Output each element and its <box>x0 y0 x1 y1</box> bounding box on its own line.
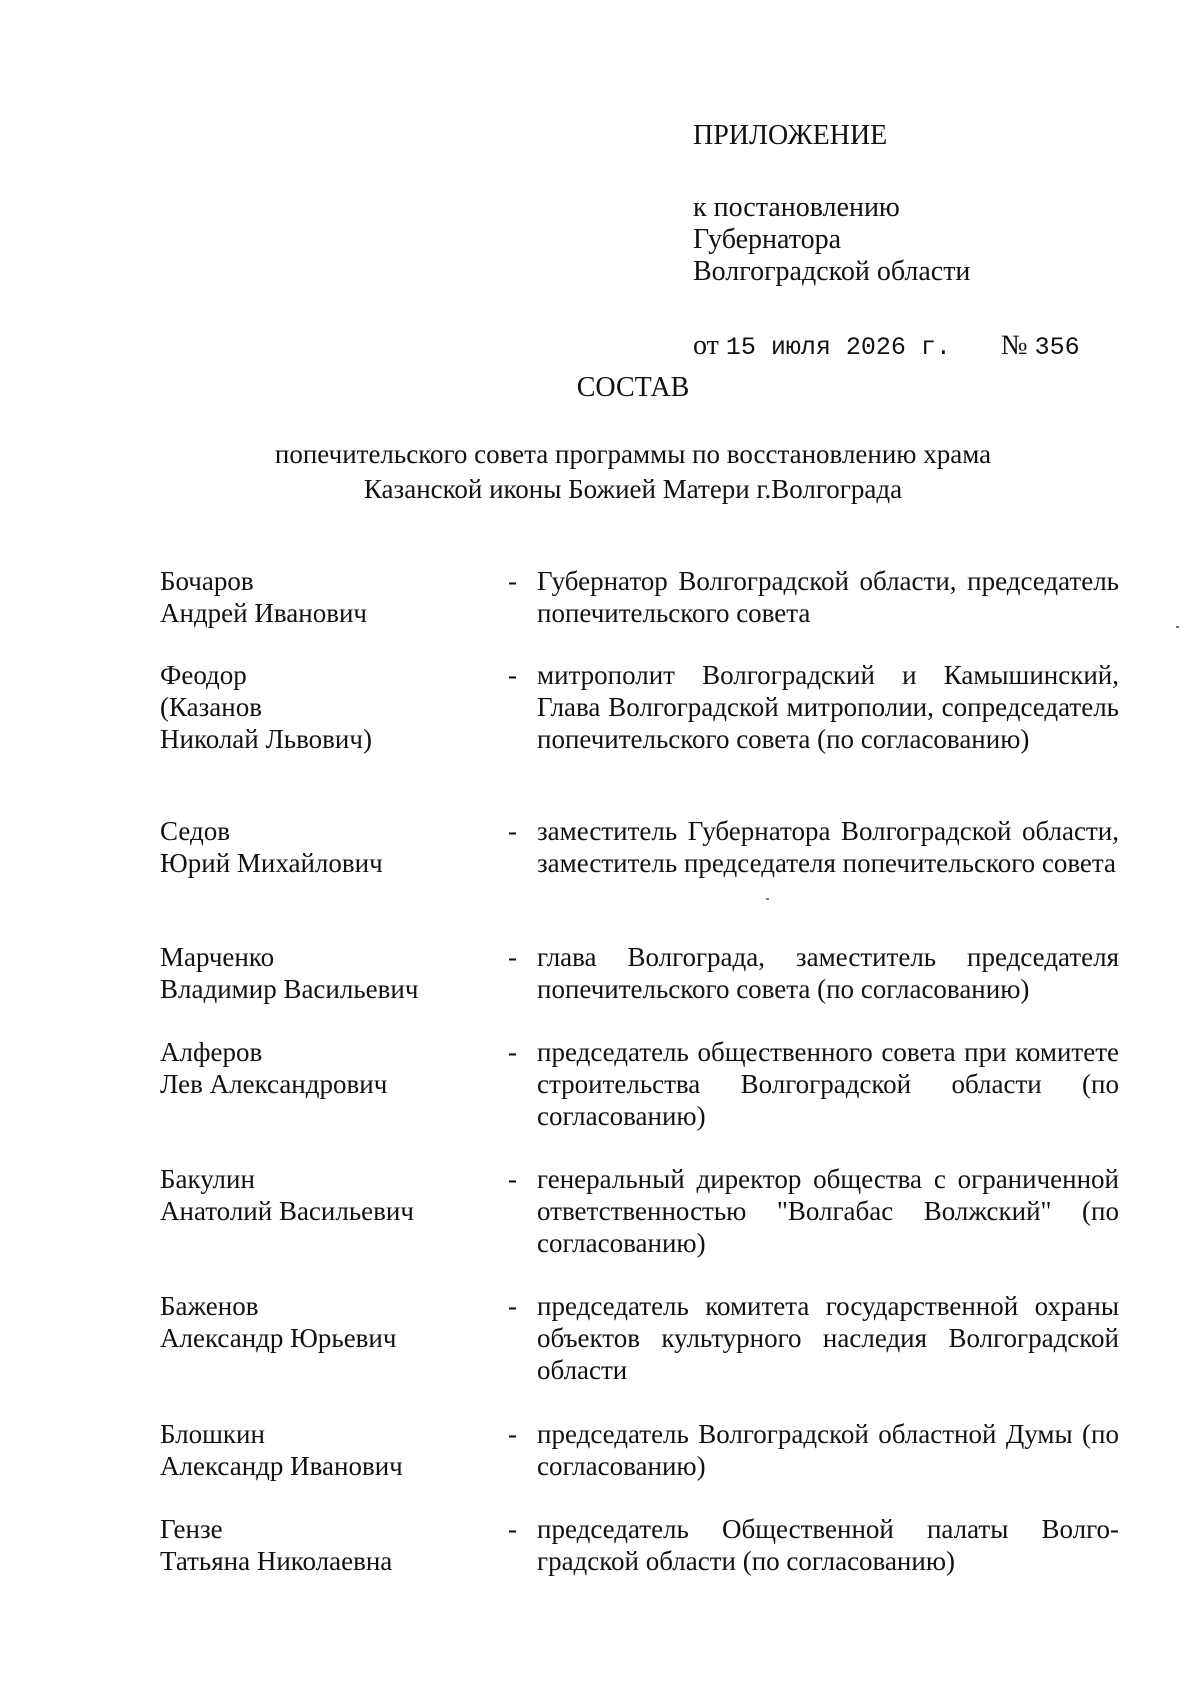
member-name <box>160 565 490 629</box>
appendix-line-1: к постановлению <box>693 192 900 223</box>
member-dash: - <box>508 1037 517 1067</box>
appendix-date-line <box>693 330 1080 364</box>
member-name-line: Юрий Михайлович <box>160 848 383 878</box>
member-name <box>160 941 490 1005</box>
member-name <box>160 1036 490 1100</box>
member-name-line: (Казанов <box>160 692 262 722</box>
member-name-line: Седов <box>160 816 230 846</box>
member-role: Губернатор Волгоградской области, председатель попечительского совета <box>537 566 1119 628</box>
member-dash: - <box>508 816 517 846</box>
member-name-line: Марченко <box>160 942 275 972</box>
member-name <box>160 659 490 755</box>
member-name-line: Татьяна Николаевна <box>160 1546 393 1576</box>
member-name-line: Алферов <box>160 1037 263 1067</box>
member-name-line: Бакулин <box>160 1164 255 1194</box>
subtitle-line-1: попечительского совета программы по восстановлению храма <box>274 439 992 469</box>
member-role: заместитель Губернатора Волгоградской области, заместитель председателя попечительского совета <box>537 816 1119 878</box>
member-name-line: Александр Юрьевич <box>160 1323 397 1353</box>
member-role: митрополит Волгоградский и Камышинский, Глава Волгоградской митрополии, сопредседатель попечительского совета (по согласованию) <box>537 660 1119 754</box>
member-dash: - <box>508 1514 517 1544</box>
member-name <box>160 1163 490 1227</box>
member-name-line: Владимир Васильевич <box>160 974 419 1004</box>
member-dash: - <box>508 942 517 972</box>
number-value: 356 <box>1034 333 1080 362</box>
member-name <box>160 1418 490 1482</box>
member-name <box>160 1513 490 1577</box>
member-name-line: Бочаров <box>160 566 254 596</box>
member-name-line: Анатолий Васильевич <box>160 1196 414 1226</box>
member-name-line: Андрей Иванович <box>160 598 367 628</box>
member-dash: - <box>508 660 517 690</box>
member-name-line: Феодор <box>160 660 247 690</box>
member-role: председатель комитета государственной охраны объектов культурного наследия Волгоградской области <box>537 1291 1119 1385</box>
member-dash: - <box>508 1291 517 1321</box>
appendix-heading: ПРИЛОЖЕНИЕ <box>693 120 888 151</box>
member-name-line: Гензе <box>160 1514 223 1544</box>
member-name <box>160 1290 490 1354</box>
date-value: 15 июля 2026 г. <box>725 333 951 362</box>
member-dash: - <box>508 1419 517 1449</box>
member-role: глава Волгограда, заместитель председателя попечительского совета (по согласованию) <box>537 942 1119 1004</box>
member-name-line: Блошкин <box>160 1419 265 1449</box>
appendix-block <box>693 120 1080 364</box>
member-name-line: Лев Александрович <box>160 1069 388 1099</box>
date-prefix: от <box>693 330 719 361</box>
appendix-line-3: Волгоградской области <box>693 256 971 287</box>
document-title: СОСТАВ <box>576 372 690 403</box>
member-name-line: Николай Львович) <box>160 724 372 754</box>
member-role: председатель Общественной палаты Волгоградской области (по согласованию) <box>537 1514 1119 1576</box>
member-dash: - <box>508 1164 517 1194</box>
member-role: председатель Волгоградской областной Думы (по согласованию) <box>537 1419 1119 1481</box>
scan-speck <box>766 898 769 900</box>
document-subtitle <box>0 437 1200 507</box>
appendix-line-2: Губернатора <box>693 224 842 255</box>
number-prefix: № <box>1000 330 1028 361</box>
member-name-line: Александр Иванович <box>160 1451 403 1481</box>
member-name-line: Баженов <box>160 1291 259 1321</box>
scan-speck <box>1176 626 1179 628</box>
subtitle-line-2: Казанской иконы Божией Матери г.Волгограда <box>363 474 903 504</box>
member-dash: - <box>508 566 517 596</box>
member-role: генеральный директор общества с ограниченной ответственностью "Волгабас Волжский" (по согласованию) <box>537 1164 1119 1258</box>
member-name <box>160 815 490 879</box>
member-role: председатель общественного совета при комитете строительства Волгоградской области (по согласованию) <box>537 1037 1119 1131</box>
